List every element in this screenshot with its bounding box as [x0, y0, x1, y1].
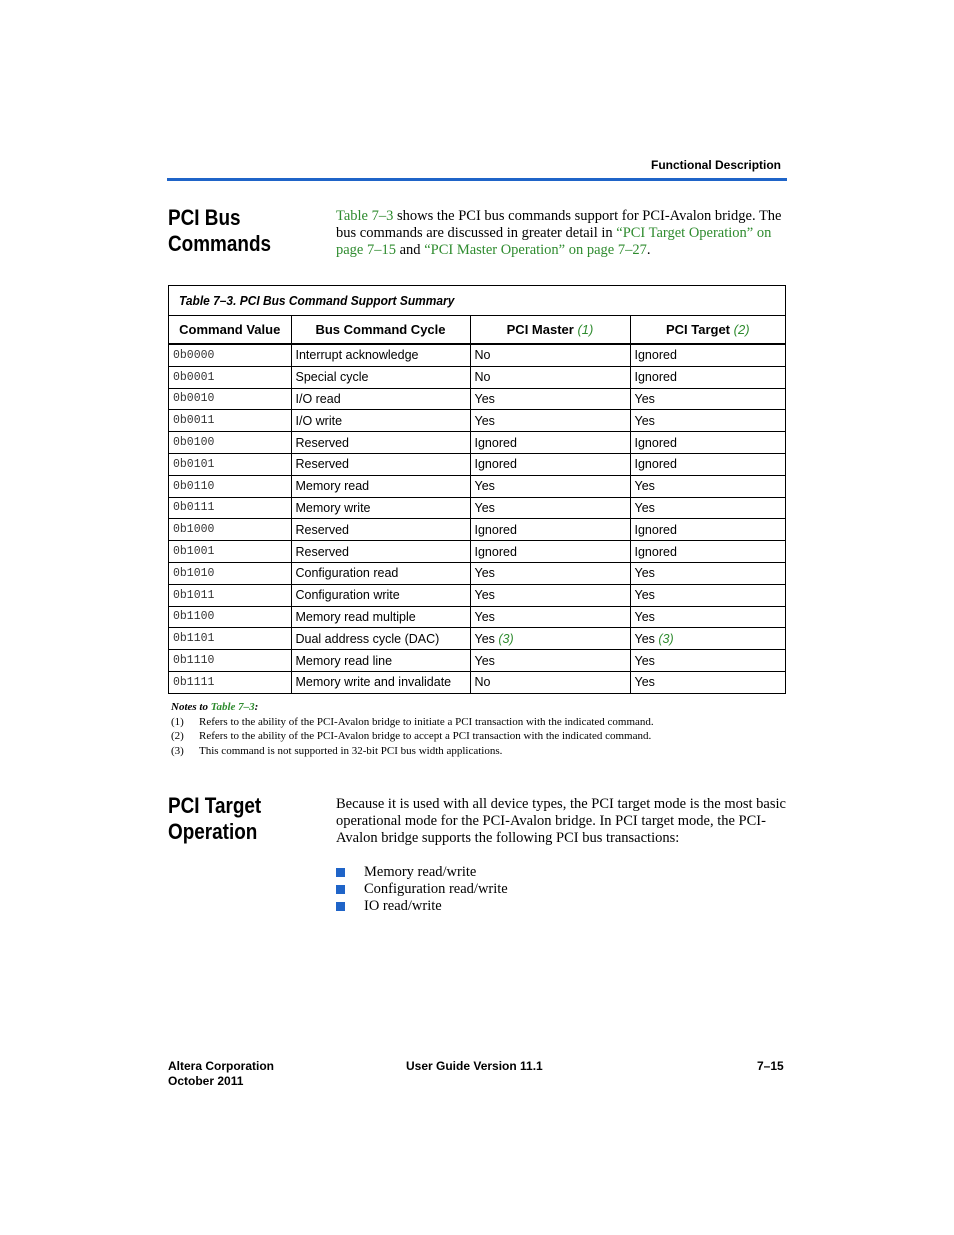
- section-heading-line: Commands: [168, 231, 272, 256]
- table-row: [169, 628, 785, 650]
- section-heading-pci-bus-commands: [168, 205, 271, 257]
- bullet-item: [336, 898, 508, 915]
- square-bullet-icon: [336, 885, 345, 894]
- transaction-bullet-list: [336, 864, 508, 915]
- footer-company: Altera Corporation: [168, 1059, 275, 1073]
- cell-command-value: 0b0101: [169, 453, 291, 475]
- cell-command-value: 0b1101: [169, 628, 291, 650]
- command-support-table: [169, 316, 785, 693]
- cell-command-value: 0b0001: [169, 366, 291, 388]
- cell-command-value: 0b1100: [169, 606, 291, 628]
- cell-bus-command-cycle: Configuration write: [291, 584, 470, 606]
- notes-list: [171, 715, 654, 759]
- cell-command-value: 0b0100: [169, 432, 291, 454]
- body-text: shows the PCI bus commands support for PCI-Avalon bridge. The bus commands are discussed in greater detail in: [336, 208, 782, 241]
- note-number: (3): [171, 744, 184, 757]
- cell-bus-command-cycle: Configuration read: [291, 562, 470, 584]
- note-number: (2): [171, 730, 184, 742]
- cell-pci-target: Yes (3): [630, 628, 785, 650]
- table-row: [169, 584, 785, 606]
- note-item: [171, 744, 654, 759]
- cell-pci-master: Ignored: [470, 432, 630, 454]
- pci-target-operation-link[interactable]: “PCI Target Operation” on page 7–15: [336, 225, 772, 258]
- bullet-item: [336, 864, 508, 881]
- cell-pci-master: Yes: [470, 584, 630, 606]
- section-body-paragraph: [336, 208, 786, 259]
- section-heading-line: PCI Bus: [168, 205, 241, 230]
- table-row: [169, 475, 785, 497]
- note-text: This command is not supported in 32-bit PCI bus width applications.: [199, 744, 503, 757]
- cell-pci-target: Yes: [634, 675, 655, 690]
- cell-pci-master: Yes: [470, 410, 630, 432]
- table-caption-text: Table 7–3. PCI Bus Command Support Summary: [179, 293, 455, 308]
- table-row: [169, 432, 785, 454]
- note-number: (1): [171, 715, 184, 728]
- table-row: [169, 366, 785, 388]
- bullet-item: [336, 881, 508, 898]
- section-body-paragraph: Because it is used with all device types, the PCI target mode is the most basic operational mode for the PCI-Avalon bridge. In PCI target mode, the PCI-Avalon bridge supports the following PCI bus transactions:: [336, 796, 786, 846]
- cell-pci-master: Yes: [470, 606, 630, 628]
- cell-command-value: 0b1110: [169, 650, 291, 672]
- table-row: [169, 497, 785, 519]
- cell-pci-master: Ignored: [470, 519, 630, 541]
- note-text: Refers to the ability of the PCI-Avalon bridge to accept a PCI transaction with the indicated command.: [199, 730, 652, 742]
- table-header-row: [169, 316, 785, 344]
- table-notes: [171, 700, 654, 758]
- column-header-command-value: Command Value: [169, 316, 291, 344]
- cell-command-value: 0b1000: [169, 519, 291, 541]
- table-row: [169, 541, 785, 563]
- footnote-ref-link[interactable]: (2): [733, 322, 750, 337]
- body-text: .: [646, 242, 651, 258]
- column-header-pci-master: PCI Master (1): [470, 316, 630, 344]
- cell-command-value: 0b1111: [169, 671, 291, 692]
- table-row: [169, 519, 785, 541]
- cell-bus-command-cycle: Special cycle: [291, 366, 470, 388]
- table-row: [169, 671, 785, 692]
- cell-pci-target: Yes: [630, 410, 785, 432]
- cell-pci-target: Yes: [630, 475, 785, 497]
- cell-pci-target: Yes: [630, 497, 785, 519]
- cell-pci-master: Yes: [470, 475, 630, 497]
- cell-command-value: 0b0000: [169, 344, 291, 366]
- cell-command-value: 0b1011: [169, 584, 291, 606]
- cell-pci-target: Ignored: [630, 519, 785, 541]
- cell-bus-command-cycle: Reserved: [291, 453, 470, 475]
- cell-command-value: 0b1010: [169, 562, 291, 584]
- pci-master-operation-link[interactable]: “PCI Master Operation” on page 7–27: [424, 242, 647, 258]
- section-heading-pci-target-operation: [168, 793, 261, 845]
- cell-bus-command-cycle: Reserved: [291, 432, 470, 454]
- table-row: [169, 388, 785, 410]
- cell-pci-master: Yes: [470, 562, 630, 584]
- table-row: [169, 453, 785, 475]
- cell-pci-target: Ignored: [630, 541, 785, 563]
- cell-command-value: 0b0110: [169, 475, 291, 497]
- running-header-title: Functional Description: [651, 158, 782, 172]
- cell-bus-command-cycle: Reserved: [291, 541, 470, 563]
- cell-pci-target: Ignored: [630, 344, 785, 366]
- note-item: [171, 729, 654, 744]
- cell-pci-master: No: [470, 344, 630, 366]
- cell-pci-master: No: [470, 366, 630, 388]
- cell-pci-master: Yes: [470, 388, 630, 410]
- footnote-ref-link[interactable]: (3): [658, 631, 674, 646]
- cell-pci-target: Yes: [630, 606, 785, 628]
- column-header-pci-target: PCI Target (2): [630, 316, 785, 344]
- cell-bus-command-cycle: Memory read line: [291, 650, 470, 672]
- bullet-text: Configuration read/write: [364, 881, 508, 897]
- cell-command-value: 0b0011: [169, 410, 291, 432]
- cell-pci-target: Ignored: [630, 453, 785, 475]
- cell-pci-target: Yes: [630, 388, 785, 410]
- footer-version: User Guide Version 11.1: [406, 1059, 543, 1073]
- cell-pci-master: Yes (3): [470, 628, 630, 650]
- cell-pci-master: Yes: [470, 650, 630, 672]
- note-item: [171, 715, 654, 730]
- footnote-ref-link[interactable]: (1): [577, 322, 594, 337]
- cell-bus-command-cycle: Dual address cycle (DAC): [291, 628, 470, 650]
- table-cross-reference-link[interactable]: Table 7–3: [210, 701, 255, 713]
- cell-bus-command-cycle: Memory write and invalidate: [291, 671, 470, 692]
- cell-pci-target: Yes: [630, 650, 785, 672]
- cell-bus-command-cycle: Memory read multiple: [291, 606, 470, 628]
- footer-date: October 2011: [168, 1074, 244, 1088]
- column-header-bus-command-cycle: Bus Command Cycle: [291, 316, 470, 344]
- cell-bus-command-cycle: I/O write: [291, 410, 470, 432]
- cell-bus-command-cycle: Memory write: [291, 497, 470, 519]
- cell-pci-target: Ignored: [630, 432, 785, 454]
- table-caption: [169, 286, 785, 316]
- cell-bus-command-cycle: Reserved: [291, 519, 470, 541]
- pci-bus-command-table: [168, 285, 786, 694]
- footnote-ref-link[interactable]: (3): [498, 631, 514, 646]
- table-row: [169, 562, 785, 584]
- table-row: [169, 344, 785, 366]
- cell-command-value: 0b1001: [169, 541, 291, 563]
- table-row: [169, 410, 785, 432]
- square-bullet-icon: [336, 902, 345, 911]
- notes-title: Notes to Table 7–3:: [171, 701, 259, 713]
- bullet-text: IO read/write: [364, 898, 442, 914]
- header-rule: [167, 178, 787, 181]
- cell-command-value: 0b0111: [169, 497, 291, 519]
- cell-pci-target: Yes: [630, 562, 785, 584]
- cell-command-value: 0b0010: [169, 388, 291, 410]
- cell-bus-command-cycle: Memory read: [291, 475, 470, 497]
- section-heading-line: Operation: [168, 819, 258, 844]
- cell-bus-command-cycle: I/O read: [291, 388, 470, 410]
- cell-pci-master: No: [470, 671, 630, 692]
- table-cross-reference-link[interactable]: Table 7–3: [336, 208, 394, 224]
- cell-pci-master: Yes: [470, 497, 630, 519]
- table-row: [169, 650, 785, 672]
- cell-pci-target: Yes: [630, 584, 785, 606]
- cell-pci-master: Ignored: [470, 541, 630, 563]
- table-body: [169, 344, 785, 693]
- table-row: [169, 606, 785, 628]
- cell-bus-command-cycle: Interrupt acknowledge: [291, 344, 470, 366]
- square-bullet-icon: [336, 868, 345, 877]
- cell-pci-target: Ignored: [630, 366, 785, 388]
- note-text: Refers to the ability of the PCI-Avalon bridge to initiate a PCI transaction with the indicated command.: [199, 715, 654, 728]
- section-heading-line: PCI Target: [168, 793, 262, 818]
- footer-page-number: 7–15: [757, 1059, 784, 1073]
- bullet-text: Memory read/write: [364, 864, 477, 880]
- body-text: and: [396, 242, 425, 258]
- cell-pci-master: Ignored: [470, 453, 630, 475]
